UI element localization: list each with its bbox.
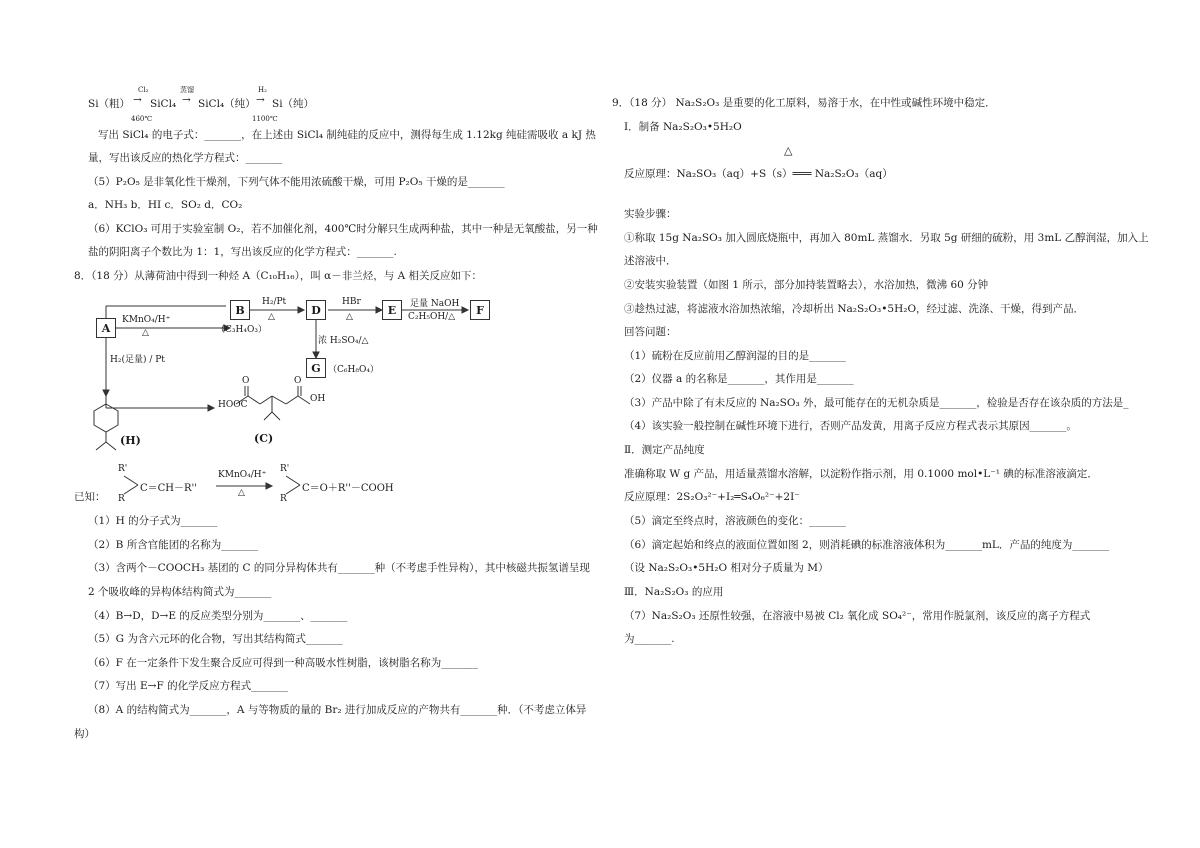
q4-line2: 量，写出该反应的热化学方程式：_______: [88, 152, 283, 164]
label-o-1: O: [242, 376, 250, 386]
principle2: 反应原理：2S₂O₃²⁻+I₂═S₄O₆²⁻+2I⁻: [624, 491, 800, 503]
si-pure: Si（纯）: [272, 98, 315, 110]
q8-2: （2）B 所含官能团的名称为_______: [88, 539, 258, 551]
known-reagent: KMnO₄/H⁺: [218, 470, 267, 480]
known-r2-prod: R: [280, 494, 287, 504]
q9-4: （4）该实验一般控制在碱性环境下进行，否则产品发黄，用离子反应方程式表示其原因_______。: [624, 420, 1077, 432]
arrow-3: →: [256, 94, 265, 106]
q8-4: （4）B→D，D→E 的反应类型分别为_______、_______: [88, 610, 348, 622]
label-oh: OH: [310, 394, 326, 404]
known-r1: R': [118, 464, 128, 474]
step1a: ①称取 15g Na₂SO₃ 加入圆底烧瓶中，再加入 80mL 蒸馏水．另取 5g 研细的硫粉，用 3mL 乙醇润湿，加入上: [624, 232, 1149, 244]
titration: 准确称取 W g 产品，用适量蒸馏水溶解，以淀粉作指示剂，用 0.1000 mol•L⁻¹ 碘的标准溶液滴定．: [624, 468, 1098, 480]
known-label: 已知：: [74, 491, 106, 503]
q8-8a: （8）A 的结构简式为_______，A 与等物质的量的 Br₂ 进行加成反应的产物共有_______种．（不考虑立体异: [88, 704, 587, 716]
reagent-h2pt: H₂/Pt: [262, 297, 287, 307]
q8-8b: 构）: [74, 728, 95, 740]
sicl4: SiCl₄: [150, 98, 177, 110]
answer-title: 回答问题：: [624, 326, 677, 338]
compound-e-box: E: [382, 300, 402, 320]
steps-title: 实验步骤：: [624, 208, 677, 220]
q8-5: （5）G 为含六元环的化合物，写出其结构简式_______: [88, 633, 343, 645]
q8-intro: 8．（18 分）从薄荷油中得到一种烃 A（C₁₀H₁₆），叫 α－非兰烃，与 A 相关反应如下：: [74, 270, 483, 282]
sicl4-pure: SiCl₄（纯）: [198, 98, 256, 110]
known-reactant: C＝CH－R'': [140, 483, 198, 494]
compound-f-box: F: [470, 300, 490, 320]
q8-6: （6）F 在一定条件下发生聚合反应可得到一种高吸水性树脂，该树脂名称为_______: [88, 657, 479, 669]
q8-7: （7）写出 E→F 的化学反应方程式_______: [88, 680, 288, 692]
q9-7a: （7）Na₂S₂O₃ 还原性较强，在溶液中易被 Cl₂ 氧化成 SO₄²⁻，常用作脱氯剂，该反应的离子方程式: [624, 610, 1091, 622]
compound-d-box: D: [306, 300, 326, 320]
q4-line1: 写出 SiCl₄ 的电子式：_______，在上述由 SiCl₄ 制纯硅的反应中，测得每生成 1.12kg 纯硅需吸收 a kJ 热: [98, 129, 596, 141]
reagent-distill: 蒸馏: [180, 86, 194, 94]
step2: ②安装实验装置（如图 1 所示，部分加持装置略去），水浴加热，微沸 60 分钟: [624, 279, 989, 291]
reagent-naoh: 足量 NaOH: [410, 299, 460, 309]
part2-title: Ⅱ．测定产品纯度: [624, 444, 705, 456]
step1b: 述溶液中．: [624, 255, 677, 267]
step3: ③趁热过滤，将滤液水浴加热浓缩，冷却析出 Na₂S₂O₃•5H₂O，经过滤、洗涤、干燥，得到产品．: [624, 303, 1085, 315]
q9-3: （3）产品中除了有未反应的 Na₂SO₃ 外，最可能存在的无机杂质是_______，检验是否存在该杂质的方法是_: [624, 397, 1129, 409]
label-o-2: O: [294, 376, 302, 386]
q9-7b: 为_______.: [624, 633, 675, 645]
label-hooc: HOOC: [218, 400, 248, 410]
q9-6b: （设 Na₂S₂O₃•5H₂O 相对分子质量为 M）: [624, 562, 829, 574]
b-formula: （C₃H₄O₃）: [216, 325, 267, 335]
cond-460: 460℃: [131, 115, 153, 123]
q8-3a: （3）含两个－COOCH₃ 基团的 C 的同分异构体共有_______种（不考虑手性异构），其中核磁共振氢谱呈现: [88, 562, 590, 574]
delta-2: △: [268, 312, 275, 322]
delta-1: △: [142, 328, 149, 338]
q9-5: （5）滴定至终点时，溶液颜色的变化：_______: [624, 515, 846, 527]
reagent-hbr: HBr: [342, 297, 361, 307]
part1-title: Ⅰ．制备 Na₂S₂O₃•5H₂O: [624, 121, 742, 133]
label-h: (H): [120, 434, 141, 447]
q5-options: a．NH₃ b．HI c．SO₂ d．CO₂: [88, 199, 243, 211]
reagent-h2: H₂: [258, 86, 267, 94]
known-delta: △: [238, 488, 245, 498]
label-c: (C): [254, 432, 274, 445]
q6-line1: （6）KClO₃ 可用于实验室制 O₂，若不加催化剂，400℃时分解只生成两种盐，其中一种是无氧酸盐，另一种: [88, 223, 598, 235]
reagent-cl2: Cl₂: [138, 86, 149, 94]
reagent-c2h5oh: C₂H₅OH/△: [408, 312, 456, 322]
reagent-h2-excess: H₂(足量) / Pt: [110, 355, 165, 365]
arrow-1: →: [133, 94, 142, 106]
compound-a-box: A: [96, 318, 116, 338]
principle1: 反应原理：Na₂SO₃（aq）+S（s）═══ Na₂S₂O₃（aq）: [624, 168, 893, 180]
scheme-lines: [88, 0, 593, 520]
q8-3b: 2 个吸收峰的异构体结构简式为_______: [88, 586, 272, 598]
reagent-kmno4: KMnO₄/H⁺: [122, 315, 171, 325]
known-r1-prod: R': [280, 464, 290, 474]
q9-intro: 9．（18 分） Na₂S₂O₃ 是重要的化工原料，易溶于水，在中性或碱性环境中稳定．: [612, 97, 996, 109]
compound-b-box: B: [230, 300, 250, 320]
reagent-h2so4: 浓 H₂SO₄/△: [318, 336, 369, 346]
arrow-2: →: [182, 94, 191, 106]
g-formula: （C₆H₈O₄）: [328, 365, 379, 375]
part3-title: Ⅲ．Na₂S₂O₃ 的应用: [624, 586, 724, 598]
q9-1: （1）硫粉在反应前用乙醇润湿的目的是_______: [624, 350, 846, 362]
cond-1100: 1100℃: [252, 115, 278, 123]
known-r2: R: [118, 494, 125, 504]
delta-3: △: [346, 312, 353, 322]
q5-line1: （5）P₂O₅ 是非氧化性干燥剂，下列气体不能用浓硫酸干燥，可用 P₂O₅ 干燥的是_______: [88, 176, 505, 188]
q8-1: （1）H 的分子式为_______: [88, 515, 218, 527]
q9-6: （6）滴定起始和终点的液面位置如图 2，则消耗碘的标准溶液体积为_______mL．产品的纯度为_______: [624, 539, 1110, 551]
si-crude: Si（粗）: [88, 98, 131, 110]
q6-line2: 盐的阴阳离子个数比为 1：1，写出该反应的化学方程式：_______.: [88, 246, 397, 258]
q9-2: （2）仪器 a 的名称是_______，其作用是_______: [624, 373, 854, 385]
compound-g-box: G: [306, 358, 326, 378]
known-product: C＝O＋R''－COOH: [302, 483, 394, 494]
principle1-delta: △: [784, 144, 793, 157]
